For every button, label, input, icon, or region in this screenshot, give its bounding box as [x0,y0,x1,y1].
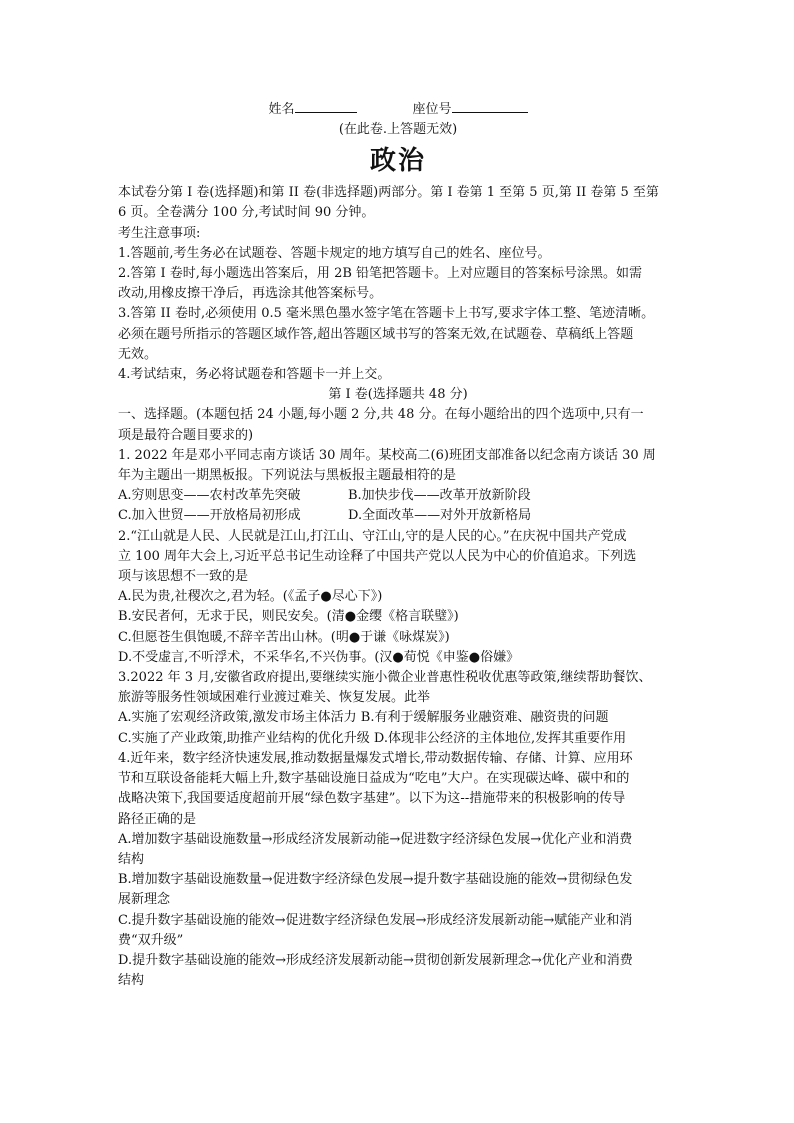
option-row: A.实施了宏观经济政策,激发市场主体活力 B.有利于缓解服务业融资难、融资贵的问题 [118,710,609,726]
intro-line: 考生注意事项: [118,225,201,241]
name-field [268,98,356,120]
question-stem: 年为主题出一期黑板报。下列说法与黑板报主题最相符的是 [118,468,457,484]
option-c: C.提升数字基础设施的能效→促进数字经济绿色发展→形成经济发展新动能→赋能产业和消 [118,912,633,928]
option-b: B.加快步伐——改革开放新阶段 [348,488,531,504]
option-d-cont: 结构 [118,973,145,989]
question-3 [118,668,678,749]
question-stem: 4.近年来，数字经济快速发展,推动数据量爆发式增长,带动数据传输、存储、计算、应用环 [118,750,633,766]
question-stem: 立 100 周年大会上,习近平总书记生动诠释了中国共产党以人民为中心的价值追求。下列选 [118,548,637,564]
question-stem: 2.“江山就是人民、人民就是江山,打江山、守江山,守的是人民的心。”在庆祝中国共产党成 [118,528,627,544]
intro-line: 本试卷分第 I 卷(选择题)和第 II 卷(非选择题)两部分。第 I 卷第 1 至第 5 页,第 II 卷第 5 至第 [118,185,659,201]
option-row: C.实施了产业政策,助推产业结构的优化升级 D.体现非公经济的主体地位,发挥其重要作用 [118,730,627,746]
option-row [118,506,678,526]
question-1 [118,446,678,527]
intro-line: 1.答题前,考生务必在试题卷、答题卡规定的地方填写自己的姓名、座位号。 [118,245,551,261]
option-b: B.安民者何，无求于民，则民安矣。(清●金缨《格言联璧》) [118,609,459,625]
option-d: D.不受虚言,不听浮术，不采华名,不兴伪事。(汉●荀悦《申鉴●俗嫌》 [118,649,520,665]
question-stem: 项与该思想不一致的是 [118,569,249,585]
intro-block [118,183,678,385]
option-a: A.增加数字基础设施数量→形成经济发展新动能→促进数字经济绿色发展→优化产业和消费 [118,831,633,847]
option-b-cont: 展新理念 [118,892,171,908]
intro-line: 4.考试结束，务必将试题卷和答题卡一并上交。 [118,367,391,383]
intro-line: 改动,用橡皮擦干净后，再选涂其他答案标号。 [118,286,383,302]
subject-title: 政治 [369,146,426,177]
name-blank [295,98,357,113]
option-a: A.民为贵,社稷次之,君为轻。(《孟子●尽心下》) [118,589,383,605]
intro-line: 2.答第 I 卷时,每小题选出答案后，用 2B 铅笔把答题卡。上对应题目的答案标号涂黑。如需 [118,266,643,282]
header-note: (在此卷.上答题无效) [338,122,458,137]
section-title: 第 I 卷(选择题共 48 分) [328,387,468,403]
seat-blank [452,98,528,113]
option-d: D.全面改革——对外开放新格局 [348,508,532,524]
question-4 [118,749,678,991]
question-stem: 节和互联设备能耗大幅上升,数字基础设施日益成为“吃电”大户。在实现碳达峰、碳中和的 [118,771,630,787]
option-c: C.但愿苍生俱饱暖,不辞辛苦出山林。(明●于谦《咏煤炭》) [118,629,450,645]
question-stem: 路径正确的是 [118,811,197,827]
intro-line: 6 页。全卷满分 100 分,考试时间 90 分钟。 [118,205,375,221]
option-c: C.加入世贸——开放格局初形成 [118,508,301,524]
exam-content [118,98,678,991]
option-b: B.增加数字基础设施数量→促进数字经济绿色发展→提升数字基础设施的能效→贯彻绿色发 [118,872,633,888]
question-stem: 3.2022 年 3 月,安徽省政府提出,要继续实施小微企业普惠性税收优惠等政策,继续帮助餐饮、 [118,670,652,686]
header-fields [118,98,678,120]
question-stem: 战略决策下,我国要适度超前开展“绿色数字基建”。以下为这--措施带来的积极影响的传导 [118,791,626,807]
option-c-cont: 费“双升级” [118,932,184,948]
intro-line: 必须在题号所指示的答题区域作答,超出答题区域书写的答案无效,在试题卷、草稿纸上答题 [118,326,634,342]
option-row [118,486,678,506]
section-instructions: 一、选择题。(本题包括 24 小题,每小题 2 分,共 48 分。在每小题给出的四个选项中,只有一 [118,407,644,423]
intro-line: 3.答第 II 卷时,必须使用 0.5 毫米黑色墨水签字笔在答题卡上书写,要求字体工整、笔迹清晰。 [118,306,655,322]
seat-label: 座位号 [412,102,452,117]
option-a: A.穷则思变——农村改革先突破 [118,488,301,504]
seat-field [413,98,528,120]
question-stem: 旅游等服务性领域困难行业渡过难关、恢复发展。此举 [118,690,431,706]
intro-line: 无效。 [118,346,158,362]
question-2 [118,527,678,668]
option-d: D.提升数字基础设施的能效→形成经济发展新动能→贯彻创新发展新理念→优化产业和消费 [118,952,633,968]
section-instructions: 项是最符合题目要求的) [118,427,254,443]
name-label: 姓名 [268,102,295,117]
option-a-cont: 结构 [118,851,145,867]
question-stem: 1. 2022 年是邓小平同志南方谈话 30 周年。某校高二(6)班团支部准备以纪念南方谈话 30 周 [118,447,656,463]
